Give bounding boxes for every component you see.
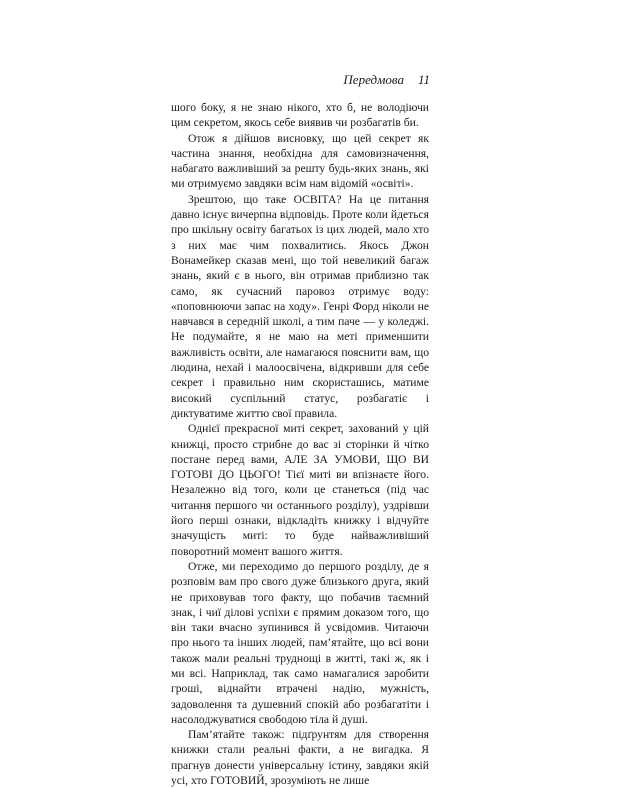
paragraph: Пам’ятайте також: підґрунтям для створення книжки стали реальні факти, а не вигадка. Я прагнув донести універсальну істину, завдяки якій усі, хто ГОТОВИЙ, зрозуміють не лише xyxy=(171,728,429,788)
paragraph: Однієї прекрасної миті секрет, захований у цій книжці, просто стрибне до вас зі сторінки й чітко постане перед вами, АЛЕ ЗА УМОВИ, ЩО ВИ ГОТОВІ ДО ЦЬОГО! Тієї миті ви впізнаєте його. Незалежно від того, коли це станеться (під час читання першого чи останнього розділу), уздрівши його перші ознаки, відкладіть книжку і відчуйте значущість миті: то буде найважливіший поворотний момент вашого життя. xyxy=(171,422,429,558)
body-text xyxy=(171,100,429,788)
paragraph: Зрештою, що таке ОСВІТА? На це питання давно існує вичерпна відповідь. Проте коли йдеться про шкільну освіту багатьох із цих людей, мало хто з них має чим похвалитись. Якось Джон Вонамейкер сказав мені, що той невеликий багаж знань, який є в нього, він отримав приблизно так само, як сучасний паровоз отримує воду: «поповнюючи запас на ходу». Генрі Форд ніколи не навчався в середній школі, а тим паче — у коледжі. Не подумайте, я не маю на меті применшити важливість освіти, але намагаюся пояснити вам, що людина, нехай і малоосвічена, відкривши для себе секрет і правильно ним скористашись, матиме високий суспільний статус, розбагатіє і диктуватиме життю свої правила. xyxy=(171,192,429,420)
paragraph: Отже, ми переходимо до першого розділу, де я розповім вам про свого дуже близького друга, який не приховував того факту, що побачив таємний знак, і чиї ділові успіхи є прямим доказом того, що він таки вчасно зупинився й усвідомив. Читаючи про нього та інших людей, пам’ятайте, що всі вони також мали реальні труднощі в житті, такі ж, як і ми всі. Наприклад, так само намагалися заробити гроші, віднайти втрачені надію, мужність, задоволення та душевний спокій або розбагатіти і насолоджуватися свободою тіла й душі. xyxy=(171,559,429,726)
section-title: Передмова xyxy=(343,72,404,87)
page-number: 11 xyxy=(417,72,430,87)
paragraph-continued: шого боку, я не знаю нікого, хто б, не володіючи цим секретом, якось себе виявив чи розбагатів би. xyxy=(171,101,429,130)
running-head xyxy=(343,72,430,88)
paragraph: Отож я дійшов висновку, що цей секрет як частина знання, необхідна для самовизначення, набагато важливіший за решту будь-яких знань, які ми отримуємо завдяки всім нам відомій «освіті». xyxy=(171,131,429,191)
